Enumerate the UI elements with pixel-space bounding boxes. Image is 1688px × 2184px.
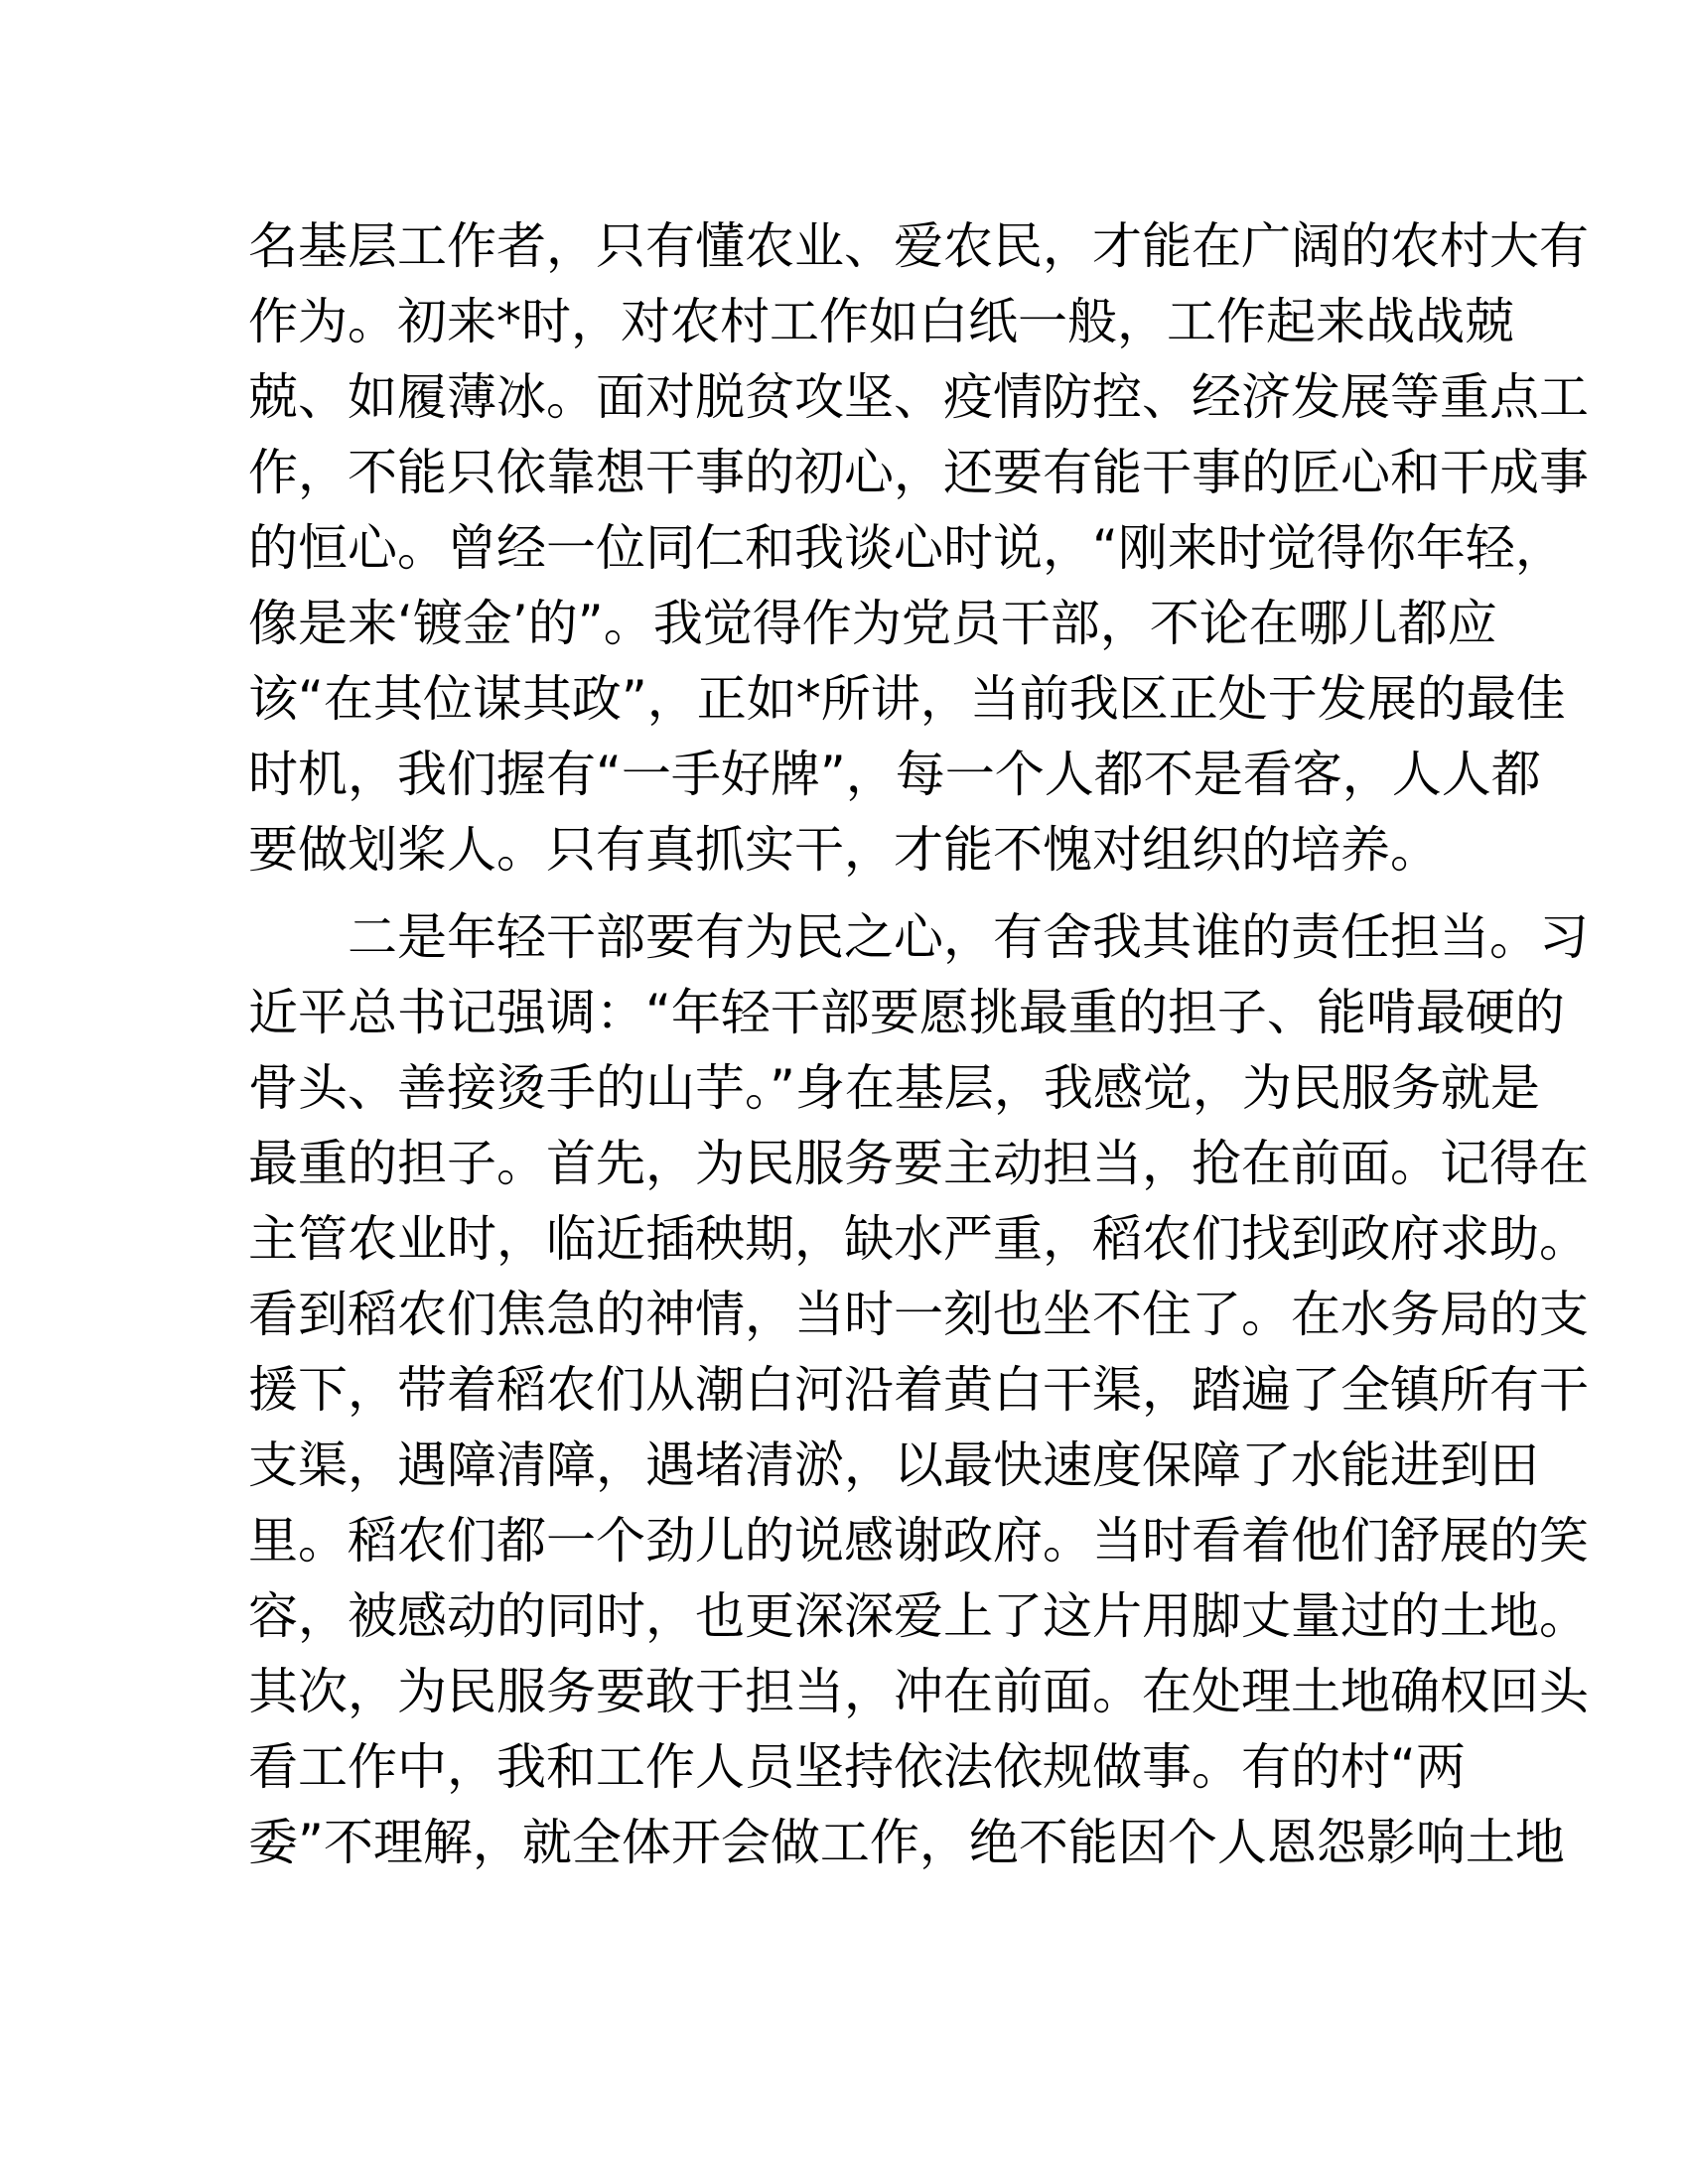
text-line: 容，被感动的同时，也更深深爱上了这片用脚丈量过的土地。 <box>248 1587 1589 1645</box>
text-line: 该“在其位谋其政”，正如*所讲，当前我区正处于发展的最佳 <box>248 670 1566 728</box>
text-line: 时机，我们握有“一手好牌”，每一个人都不是看客，人人都 <box>248 746 1541 803</box>
body-text <box>248 208 1589 1880</box>
text-line: 委”不理解，就全体开会做工作，绝不能因个人恩怨影响土地 <box>248 1814 1565 1871</box>
text-line: 骨头、善接烫手的山芋。”身在基层，我感觉，为民服务就是 <box>248 1059 1540 1117</box>
text-line: 兢、如履薄冰。面对脱贫攻坚、疫情防控、经济发展等重点工 <box>248 368 1589 426</box>
text-line: 要做划桨人。只有真抓实干，才能不愧对组织的培养。 <box>248 821 1440 879</box>
text-line: 看工作中，我和工作人员坚持依法依规做事。有的村“两 <box>248 1738 1466 1796</box>
text-line-indented: 二是年轻干部要有为民之心，有舍我其谁的责任担当。习 <box>348 908 1589 966</box>
text-line: 支渠，遇障清障，遇堵清淤，以最快速度保障了水能进到田 <box>248 1436 1539 1494</box>
text-line: 里。稻农们都一个劲儿的说感谢政府。当时看着他们舒展的笑 <box>248 1512 1589 1570</box>
text-line: 名基层工作者，只有懂农业、爱农民，才能在广阔的农村大有 <box>248 217 1589 275</box>
text-line: 近平总书记强调：“年轻干部要愿挑最重的担子、能啃最硬的 <box>248 984 1565 1041</box>
text-line: 最重的担子。首先，为民服务要主动担当，抢在前面。记得在 <box>248 1135 1589 1192</box>
text-line: 其次，为民服务要敢于担当，冲在前面。在处理土地确权回头 <box>248 1663 1589 1720</box>
text-line: 作为。初来*时，对农村工作如白纸一般，工作起来战战兢 <box>248 293 1514 350</box>
text-line: 的恒心。曾经一位同仁和我谈心时说，“刚来时觉得你年轻， <box>248 519 1565 577</box>
text-line: 看到稻农们焦急的神情，当时一刻也坐不住了。在水务局的支 <box>248 1286 1589 1343</box>
paragraph-spacing <box>248 887 1450 899</box>
text-line: 作，不能只依靠想干事的初心，还要有能干事的匠心和干成事 <box>248 444 1589 501</box>
paragraph-1 <box>248 208 1589 887</box>
text-line: 援下，带着稻农们从潮白河沿着黄白干渠，踏遍了全镇所有干 <box>248 1361 1589 1419</box>
text-line: 主管农业时，临近插秧期，缺水严重，稻农们找到政府求助。 <box>248 1210 1589 1268</box>
text-line: 像是来‘镀金’的”。我觉得作为党员干部，不论在哪儿都应 <box>248 595 1497 652</box>
paragraph-2 <box>248 899 1589 1880</box>
